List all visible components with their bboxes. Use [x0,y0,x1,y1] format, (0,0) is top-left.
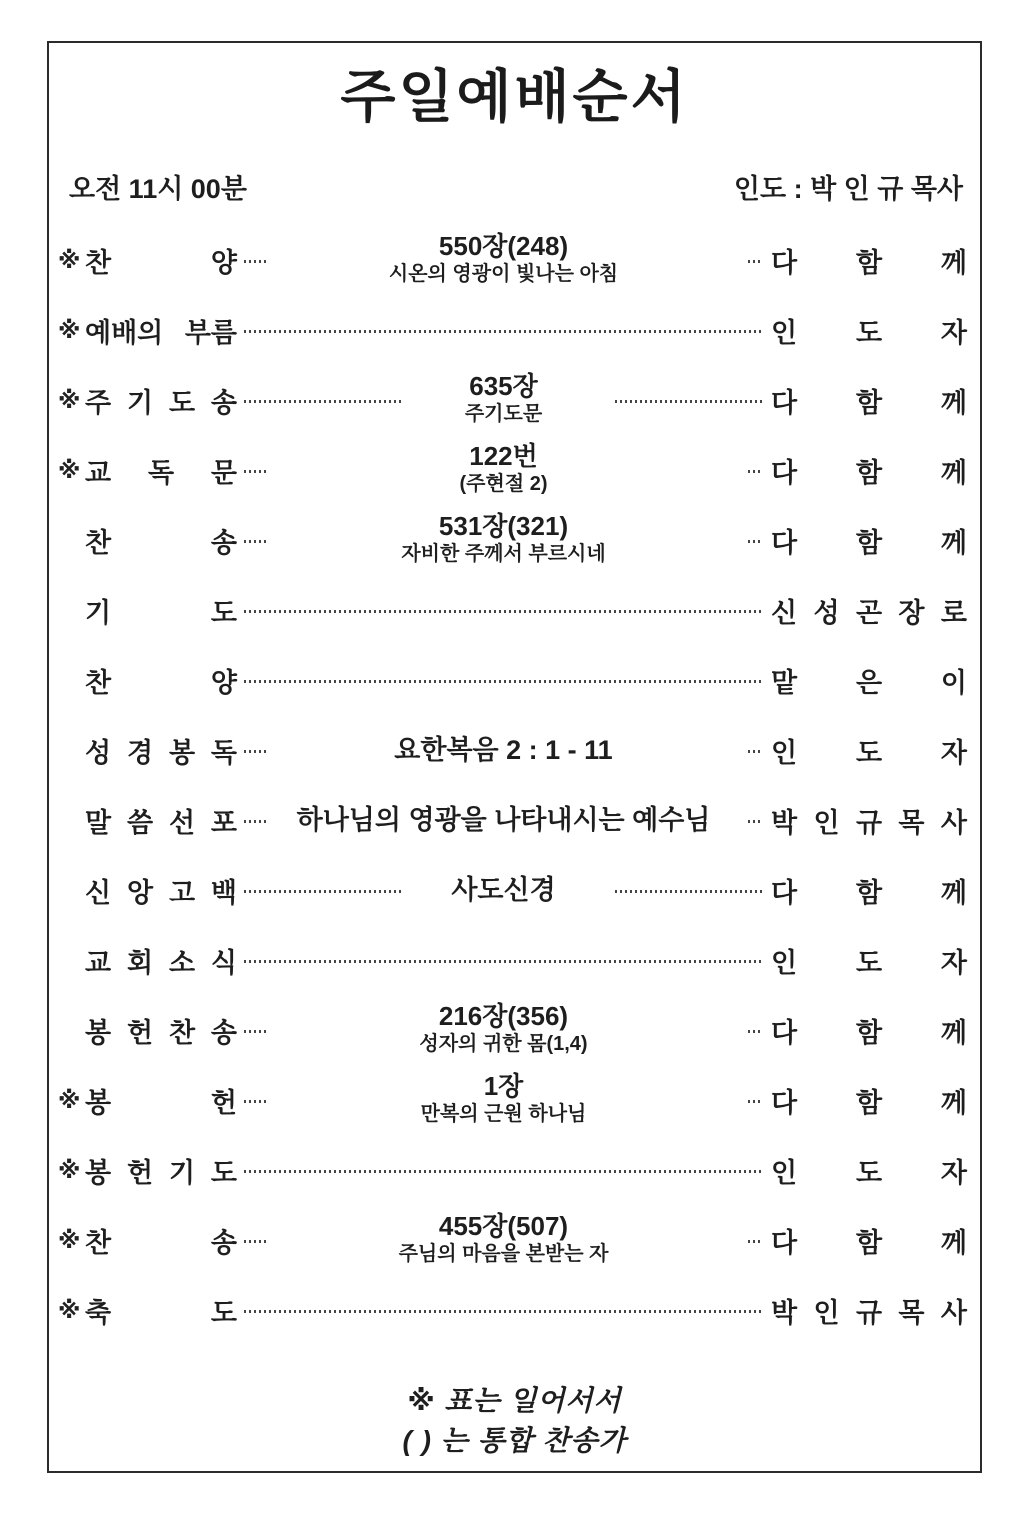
order-row [58,1065,967,1135]
performer-segment: 장 [898,597,925,628]
order-row [58,435,967,505]
order-row [58,295,967,365]
performer-segment: 함 [855,527,883,558]
order-item-performer [771,521,967,560]
label-segment: 기 [85,597,112,628]
performer-segment: 자 [940,1157,967,1188]
performer-segment: 다 [771,877,798,908]
performer-segment: 도 [855,317,883,348]
dotted-leader [244,1100,267,1103]
order-row [58,645,967,715]
label-segment: 봉 [85,1087,112,1118]
content-text: 요한복음 2 : 1 - 11 [394,735,613,765]
dotted-leader [244,750,267,753]
standing-mark-icon: ※ [58,1226,81,1253]
row-middle [237,512,771,568]
dotted-leader [244,890,402,893]
order-item-label [85,241,237,280]
performer-segment: 로 [940,597,967,628]
order-row [58,995,967,1065]
leader-right [552,398,763,403]
performer-segment: 이 [940,667,967,698]
leader-right [598,1028,763,1033]
order-item-content [384,735,622,765]
order-item-label [85,591,237,630]
dotted-leader [244,680,763,683]
order-item-label [85,521,237,560]
order-row [58,225,967,295]
dotted-leader [244,1030,267,1033]
label-segment: 찬 [85,527,112,558]
order-item-label [85,1291,237,1330]
leader-right [618,1238,763,1243]
label-segment: 축 [85,1297,112,1328]
order-item-label [85,451,237,490]
order-item-label [85,1151,237,1190]
label-segment: 헌 [126,1017,154,1048]
performer-segment: 사 [940,1297,967,1328]
performer-segment: 규 [855,807,883,838]
performer-segment: 함 [855,1017,883,1048]
leader-left [244,818,287,823]
standing-mark-icon: ※ [58,456,81,483]
order-row [58,1135,967,1205]
performer-segment: 자 [940,947,967,978]
performer-segment: 함 [855,1227,883,1258]
performer-segment: 다 [771,1227,798,1258]
order-item-performer [771,381,967,420]
label-segment: 송 [210,387,237,418]
row-middle [237,1072,771,1128]
label-segment: 씀 [126,807,154,838]
leader-right [596,1098,763,1103]
dotted-leader [244,260,267,263]
performer-segment: 도 [855,1157,883,1188]
performer-segment: 함 [855,1087,883,1118]
label-segment: 도 [168,387,196,418]
hymn-title: 자비한 주께서 부르시네 [401,543,606,565]
performer-segment: 다 [771,387,798,418]
performer-segment: 함 [855,877,883,908]
row-middle [237,442,771,498]
performer-segment: 다 [771,1087,798,1118]
performer-segment: 인 [771,317,798,348]
performer-segment: 께 [940,527,967,558]
hymn-title: 주기도문 [464,403,543,425]
performer-segment: 다 [771,247,798,278]
order-row [58,505,967,575]
standing-mark-icon: ※ [58,1156,81,1183]
hymn-number: 122번 [469,441,538,471]
label-segment: 기 [168,1157,196,1188]
row-middle [237,232,771,288]
label-segment: 도 [210,597,237,628]
label-segment: 기 [126,387,154,418]
order-item-performer [771,1011,967,1050]
leader-left [244,1028,409,1033]
leader-left [244,258,379,263]
row-middle [237,1212,771,1268]
hymn-title: 만복의 근원 하나님 [420,1103,587,1125]
order-item-content [391,512,615,568]
label-segment: 양 [210,247,237,278]
dotted-leader [244,540,267,543]
dotted-leader [748,1240,763,1243]
bulletin-sheet [47,41,982,1473]
order-item-performer [771,801,967,840]
order-item-label [85,311,237,350]
label-segment: 선 [168,807,196,838]
order-item-content [455,372,552,428]
performer-segment: 인 [771,1157,798,1188]
order-item-content [287,805,721,835]
order-item-label [85,801,237,840]
label-segment: 경 [126,737,154,768]
hymn-title: 성자의 귀한 몸(1,4) [419,1033,588,1055]
order-item-content [409,1002,597,1058]
order-row [58,715,967,785]
order-item-content [411,1072,597,1128]
order-item-label [85,941,237,980]
footer-note-standing: ※ 표는 일어서서 [407,1385,622,1416]
order-item-label [85,661,237,700]
dotted-leader [244,610,763,613]
dotted-leader [748,1030,763,1033]
dotted-leader [615,400,763,403]
order-row [58,855,967,925]
performer-segment: 사 [940,807,967,838]
order-item-performer [771,1081,967,1120]
dotted-leader [244,330,763,333]
row-middle [237,608,771,613]
label-segment: 도 [210,1157,237,1188]
performer-segment: 께 [940,1017,967,1048]
order-row [58,365,967,435]
order-item-performer [771,1221,967,1260]
standing-mark-icon: ※ [58,1296,81,1323]
performer-segment: 도 [855,947,883,978]
dotted-leader [244,470,267,473]
performer-segment: 인 [813,1297,840,1328]
footer-note-hymnal: ( ) 는 통합 찬송가 [402,1425,627,1456]
hymn-number: 635장 [469,371,538,401]
label-segment: 신 [85,877,112,908]
performer-segment: 다 [771,1017,798,1048]
dotted-leader [244,400,402,403]
order-list [58,225,967,1345]
order-item-content [379,232,628,288]
label-segment: 교 [85,947,112,978]
hymn-number: 531장(321) [438,511,569,541]
order-row [58,785,967,855]
dotted-leader [748,1100,763,1103]
label-segment: 양 [210,667,237,698]
order-item-content [450,442,558,498]
standing-mark-icon: ※ [58,316,81,343]
performer-segment: 박 [771,807,798,838]
leader-right [623,748,763,753]
order-row [58,1275,967,1345]
row-middle [237,328,771,333]
content-text: 하나님의 영광을 나타내시는 예수님 [296,805,711,835]
order-row [58,1205,967,1275]
performer-segment: 다 [771,457,798,488]
label-segment: 봉 [85,1157,112,1188]
dotted-leader [244,960,763,963]
performer-segment: 께 [940,877,967,908]
order-item-performer [771,591,967,630]
performer-segment: 께 [940,1227,967,1258]
label-segment: 송 [210,527,237,558]
performer-segment: 자 [940,737,967,768]
label-segment: 봉 [85,1017,112,1048]
standing-mark-icon: ※ [58,1086,81,1113]
order-item-performer [771,731,967,770]
leader-left [244,468,450,473]
performer-segment: 께 [940,387,967,418]
hymn-title: 주님의 마음을 본받는 자 [398,1243,609,1265]
label-segment: 봉 [168,737,196,768]
content-text: 사도신경 [451,875,556,905]
row-middle [237,372,771,428]
dotted-leader [748,260,763,263]
performer-segment: 목 [898,1297,925,1328]
label-segment: 앙 [126,877,154,908]
performer-segment: 자 [940,317,967,348]
dotted-leader [748,470,763,473]
order-item-label [85,871,237,910]
row-middle [237,875,771,905]
label-segment: 백 [210,877,237,908]
leader-right [628,258,763,263]
performer-segment: 성 [813,597,840,628]
leader-right [566,888,763,893]
dotted-leader [748,750,763,753]
label-segment: 고 [168,877,196,908]
label-segment: 도 [210,1297,237,1328]
performer-segment: 신 [771,597,798,628]
label-segment: 예배의 [85,317,164,348]
hymn-title: 시온의 영광이 빛나는 아침 [388,263,619,285]
label-segment: 헌 [126,1157,154,1188]
row-middle [237,735,771,765]
footer-notes [49,1381,980,1461]
order-item-label [85,1221,237,1260]
label-segment: 교 [85,457,112,488]
hymn-title: (주현절 2) [459,473,548,495]
standing-mark-icon: ※ [58,246,81,273]
label-segment: 송 [210,1017,237,1048]
label-segment: 헌 [210,1087,237,1118]
label-segment: 포 [210,807,237,838]
label-segment: 문 [210,457,237,488]
leader-right [616,538,763,543]
performer-segment: 맡 [771,667,798,698]
performer-segment: 은 [855,667,883,698]
dotted-leader [615,890,763,893]
order-item-label [85,1081,237,1120]
order-item-performer [771,451,967,490]
label-segment: 부름 [184,317,237,348]
performer-segment: 함 [855,247,883,278]
performer-segment: 인 [771,737,798,768]
order-item-content [389,1212,619,1268]
row-middle [237,805,771,835]
order-item-label [85,731,237,770]
leader-left [244,398,455,403]
dotted-leader [244,1240,267,1243]
order-item-performer [771,941,967,980]
leader-left [244,748,384,753]
label-segment: 찬 [85,1227,112,1258]
label-segment: 주 [85,387,112,418]
order-item-performer [771,871,967,910]
label-segment: 찬 [85,247,112,278]
leader-left [244,1098,411,1103]
order-item-performer [771,241,967,280]
order-item-performer [771,1291,967,1330]
label-segment: 독 [147,457,175,488]
label-segment: 찬 [168,1017,196,1048]
hymn-number: 455장(507) [438,1211,569,1241]
label-segment: 소 [168,947,196,978]
label-segment: 성 [85,737,112,768]
order-item-content [441,875,565,905]
service-header [69,171,963,204]
performer-segment: 곤 [855,597,883,628]
row-middle [237,1308,771,1313]
dotted-leader [748,540,763,543]
leader-left [244,1238,389,1243]
label-segment: 독 [210,737,237,768]
performer-segment: 께 [940,1087,967,1118]
leader-left [244,538,391,543]
row-middle [237,1002,771,1058]
label-segment: 회 [126,947,154,978]
standing-mark-icon: ※ [58,386,81,413]
service-leader: 인도 : 박 인 규 목사 [733,173,963,204]
order-item-performer [771,661,967,700]
label-segment: 찬 [85,667,112,698]
order-row [58,925,967,995]
dotted-leader [748,820,763,823]
leader-right [720,818,763,823]
label-segment: 식 [210,947,237,978]
performer-segment: 박 [771,1297,798,1328]
row-middle [237,678,771,683]
order-row [58,575,967,645]
performer-segment: 인 [771,947,798,978]
dotted-leader [244,1170,763,1173]
performer-segment: 함 [855,457,883,488]
hymn-number: 550장(248) [438,231,569,261]
hymn-number: 216장(356) [438,1001,569,1031]
order-item-performer [771,311,967,350]
leader-right [557,468,763,473]
performer-segment: 규 [855,1297,883,1328]
order-item-label [85,381,237,420]
dotted-leader [244,1310,763,1313]
order-item-performer [771,1151,967,1190]
performer-segment: 인 [813,807,840,838]
row-middle [237,1168,771,1173]
performer-segment: 도 [855,737,883,768]
performer-segment: 께 [940,247,967,278]
performer-segment: 목 [898,807,925,838]
order-item-label [85,1011,237,1050]
performer-segment: 께 [940,457,967,488]
service-time: 오전 11시 00분 [69,173,247,204]
leader-left [244,888,441,893]
page-title: 주일예배순서 [340,65,689,129]
label-segment: 송 [210,1227,237,1258]
hymn-number: 1장 [483,1071,524,1101]
label-segment: 말 [85,807,112,838]
performer-segment: 함 [855,387,883,418]
row-middle [237,958,771,963]
performer-segment: 다 [771,527,798,558]
dotted-leader [244,820,267,823]
